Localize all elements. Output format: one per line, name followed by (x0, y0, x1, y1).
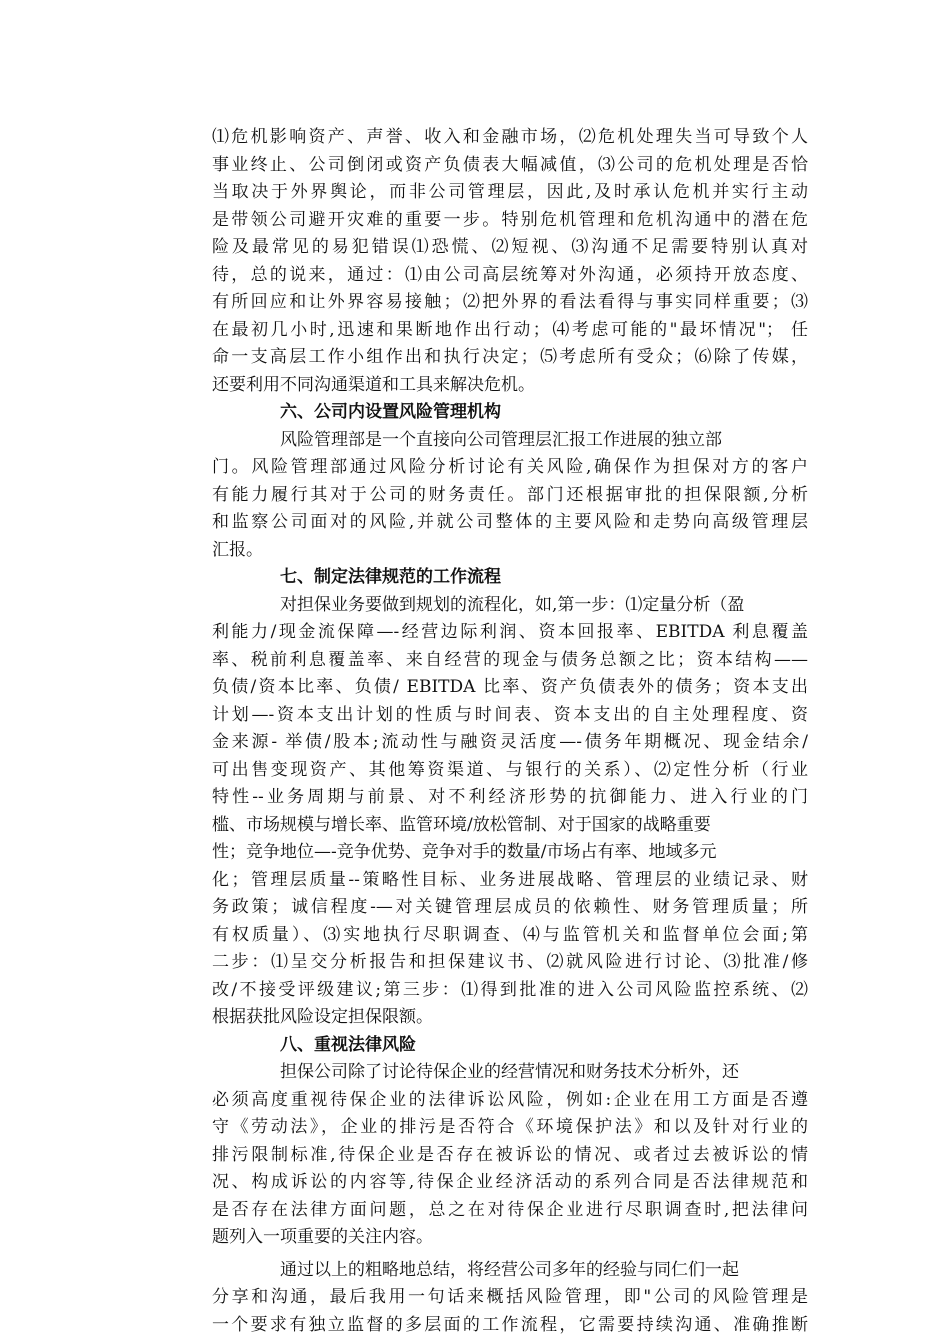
text-line: 排污限制标准,待保企业是否存在被诉讼的情况、或者过去被诉讼的情 (212, 1144, 808, 1165)
section-heading-8: 八、重视法律风险 (280, 1034, 416, 1055)
paragraph-workflow (212, 592, 808, 1032)
text-line: 一个要求有独立监督的多层面的工作流程，它需要持续沟通、准确推断 (212, 1314, 808, 1335)
text-line: 性；竞争地位—-竞争优势、竞争对手的数量/市场占有率、地域多元 (212, 842, 717, 862)
text-line: 对担保业务要做到规划的流程化，如,第一步：⑴定量分析（盈 (280, 594, 745, 615)
section-heading-7: 七、制定法律规范的工作流程 (280, 567, 501, 587)
text-line: 是带领公司避开灾难的重要一步。特别危机管理和危机沟通中的潜在危 (212, 209, 808, 230)
text-line: 计划—-资本支出计划的性质与时间表、资本支出的自主处理程度、资 (212, 704, 808, 725)
text-line: 率、税前利息覆盖率、来自经营的现金与债务总额之比；资本结构—— (212, 649, 808, 670)
text-line: 务政策；诚信程度-—对关键管理层成员的依赖性、财务管理质量；所 (212, 897, 808, 917)
text-line: 风险管理部是一个直接向公司管理层汇报工作进展的独立部 (280, 429, 722, 450)
text-line: 在最初几小时,迅速和果断地作出行动；⑷考虑可能的"最坏情况"； 任 (212, 319, 808, 340)
text-line: 特性--业务周期与前景、对不利经济形势的抗御能力、进入行业的门 (212, 787, 808, 807)
paragraph-crisis-management (212, 124, 808, 399)
text-line: 有权质量）、⑶实地执行尽职调查、⑷与监管机关和监督单位会面;第 (212, 924, 808, 945)
text-line: 二步：⑴呈交分析报告和担保建议书、⑵就风险进行讨论、⑶批准/修 (212, 952, 808, 972)
text-line: 待，总的说来，通过：⑴由公司高层统筹对外沟通，必须持开放态度、 (212, 264, 808, 285)
text-line: 槛、市场规模与增长率、监管环境/放松管制、对于国家的战略重要 (212, 814, 711, 835)
text-line: 汇报。 (212, 539, 263, 560)
text-line: 改/不接受评级建议;第三步：⑴得到批准的进入公司风险监控系统、⑵ (212, 979, 808, 1000)
text-line: 必须高度重视待保企业的法律诉讼风险，例如:企业在用工方面是否遵 (212, 1089, 808, 1110)
text-line: 守《劳动法》，企业的排污是否符合《环境保护法》和以及针对行业的 (212, 1117, 808, 1137)
text-line: 有能力履行其对于公司的财务责任。部门还根据审批的担保限额,分析 (212, 484, 808, 505)
text-line: 险及最常见的易犯错误⑴恐慌、⑵短视、⑶沟通不足需要特别认真对 (212, 237, 808, 257)
paragraph-legal-risk (212, 1059, 808, 1252)
text-line: 担保公司除了讨论待保企业的经营情况和财务技术分析外，还 (280, 1062, 739, 1082)
text-line: 通过以上的粗略地总结，将经营公司多年的经验与同仁们一起 (280, 1259, 739, 1280)
text-line: 况、构成诉讼的内容等,待保企业经济活动的系列合同是否法律规范和 (212, 1172, 808, 1192)
document-body (212, 124, 808, 1339)
text-line: 分享和沟通，最后我用一句话来概括风险管理，即"公司的风险管理是 (212, 1287, 808, 1307)
text-line: 可出售变现资产、其他筹资渠道、与银行的关系）、⑵定性分析（行业 (212, 759, 808, 780)
text-line: 化；管理层质量--策略性目标、业务进展战略、管理层的业绩记录、财 (212, 869, 808, 890)
text-line: 负债/资本比率、负债/ EBITDA 比率、资产负债表外的债务；资本支出 (212, 677, 808, 697)
text-line: 当取决于外界舆论，而非公司管理层，因此,及时承认危机并实行主动 (212, 182, 808, 202)
text-line: 题列入一项重要的关注内容。 (212, 1227, 433, 1247)
text-line: 门。风险管理部通过风险分析讨论有关风险,确保作为担保对方的客户 (212, 457, 808, 477)
text-line: 有所回应和让外界容易接触；⑵把外界的看法看得与事实同样重要；⑶ (212, 292, 808, 312)
text-line: 和监察公司面对的风险,并就公司整体的主要风险和走势向高级管理层 (212, 512, 808, 532)
text-line: 还要利用不同沟通渠道和工具来解决危机。 (212, 374, 535, 395)
text-line: 命一支高层工作小组作出和执行决定；⑸考虑所有受众；⑹除了传媒， (212, 347, 808, 367)
text-line: 金来源- 举债/股本;流动性与融资灵活度—-债务年期概况、现金结余/ (212, 732, 808, 752)
paragraph-risk-department (212, 427, 808, 565)
text-line: ⑴危机影响资产、声誉、收入和金融市场，⑵危机处理失当可导致个人 (212, 127, 808, 147)
text-line: 利能力/现金流保障—-经营边际利润、资本回报率、EBITDA 利息覆盖 (212, 622, 808, 642)
paragraph-conclusion (212, 1257, 808, 1340)
text-line: 是否存在法律方面问题，总之在对待保企业进行尽职调查时,把法律问 (212, 1199, 808, 1220)
section-heading-6: 六、公司内设置风险管理机构 (280, 402, 501, 422)
text-line: 事业终止、公司倒闭或资产负债表大幅减值，⑶公司的危机处理是否恰 (212, 154, 808, 175)
text-line: 根据获批风险设定担保限额。 (212, 1007, 433, 1027)
